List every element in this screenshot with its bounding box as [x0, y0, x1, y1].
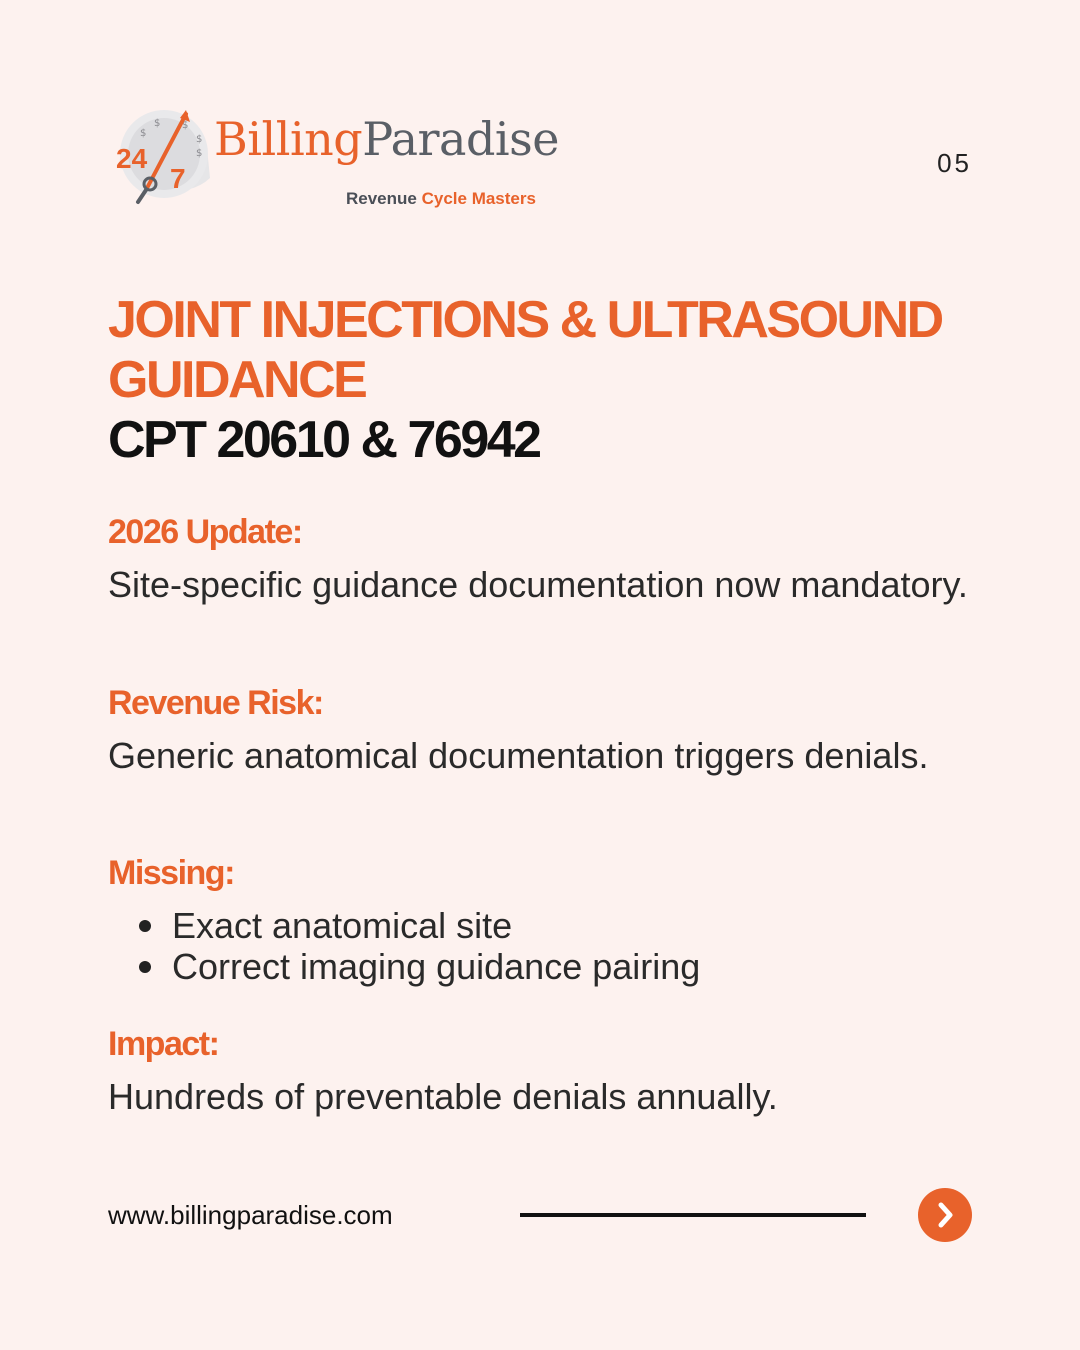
page-title: JOINT INJECTIONS & ULTRASOUND GUIDANCE: [108, 291, 942, 409]
next-slide-button[interactable]: [918, 1188, 972, 1242]
bullet-icon: [139, 920, 151, 932]
chevron-right-icon: [918, 1188, 972, 1242]
brand-tagline: [346, 190, 536, 207]
brand-name-part1: Billing: [214, 112, 363, 166]
svg-text:$: $: [182, 120, 189, 131]
list-item-text: Correct imaging guidance pairing: [172, 946, 701, 987]
clock-gauge-logo-icon: [106, 106, 216, 216]
page-number: 05: [937, 148, 972, 178]
list-item-text: Exact anatomical site: [172, 905, 513, 946]
brand-tagline-part2: Cycle Masters: [421, 189, 536, 208]
brand-name-part2: Paradise: [362, 112, 559, 166]
missing-list: [108, 905, 968, 987]
section-label: Revenue Risk:: [108, 684, 323, 722]
section-impact: [108, 1024, 968, 1117]
section-body: Hundreds of preventable denials annually.: [108, 1076, 778, 1117]
section-label: Missing:: [108, 854, 234, 892]
badge-text-24: 24: [116, 143, 148, 174]
svg-text:$: $: [154, 118, 161, 129]
section-body: Generic anatomical documentation triggers denials.: [108, 735, 929, 776]
footer-divider: [520, 1213, 866, 1217]
section-missing: [108, 853, 968, 987]
bullet-icon: [139, 961, 151, 973]
page-subtitle: CPT 20610 & 76942: [108, 411, 540, 469]
list-item: [108, 905, 968, 946]
section-update: [108, 512, 968, 605]
section-revenue-risk: [108, 683, 968, 776]
section-label: Impact:: [108, 1025, 219, 1063]
svg-text:$: $: [196, 134, 203, 145]
section-label: 2026 Update:: [108, 513, 302, 551]
svg-text:$: $: [196, 148, 203, 159]
badge-text-7: 7: [170, 163, 186, 194]
website-link[interactable]: www.billingparadise.com: [108, 1200, 393, 1230]
brand-logo: [106, 106, 566, 216]
svg-text:$: $: [140, 128, 147, 139]
brand-tagline-part1: Revenue: [346, 189, 417, 208]
list-item: [108, 946, 968, 987]
brand-name: [214, 112, 559, 166]
section-body: Site-specific guidance documentation now mandatory.: [108, 564, 968, 605]
